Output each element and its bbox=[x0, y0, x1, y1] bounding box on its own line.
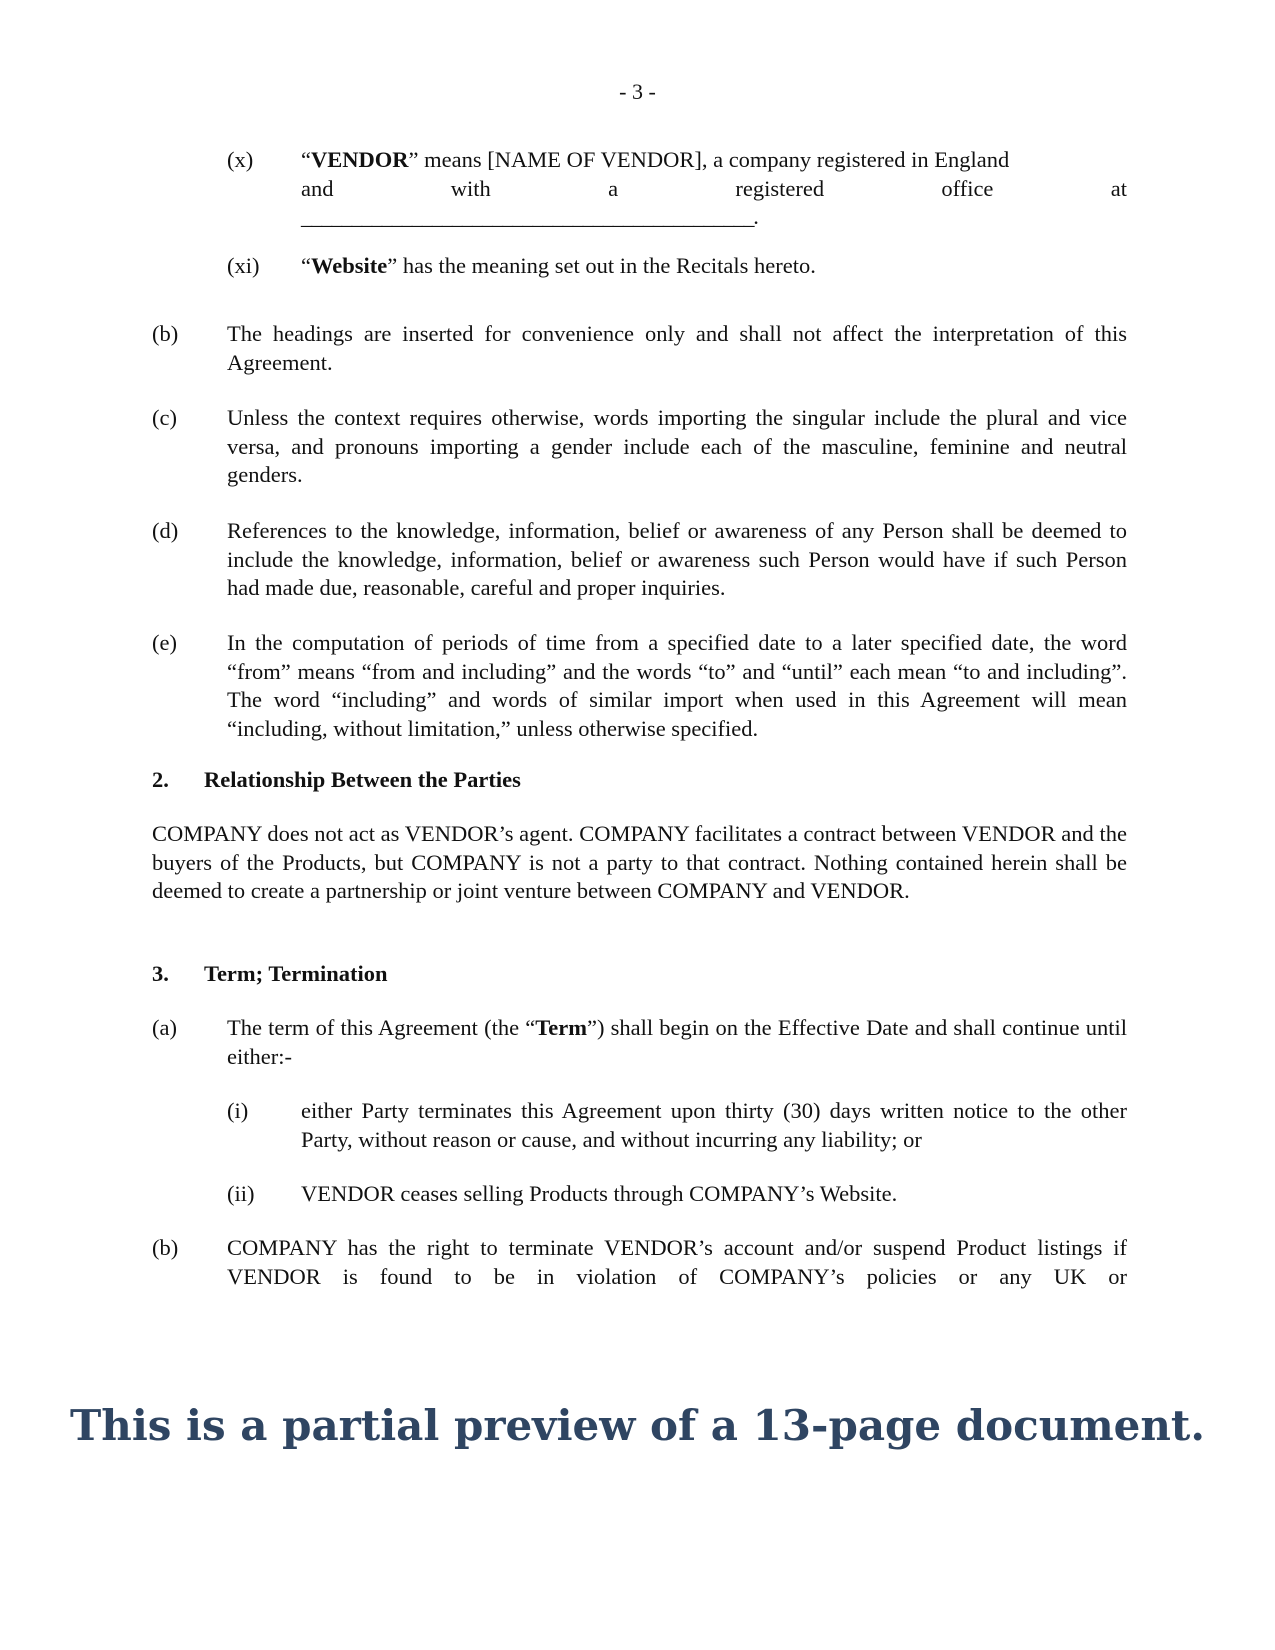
clause-label: (b) bbox=[152, 1235, 179, 1260]
defined-term: Website bbox=[311, 253, 388, 278]
section-body-text: COMPANY does not act as VENDOR’s agent. COMPANY facilitates a contract between VENDOR and the buyers of the Products, but COMPANY is not a party to that contract. Nothing contained herein shall be deemed to create a partnership or joint venture between COMPANY and VENDOR. bbox=[152, 821, 1127, 903]
section-number: 2. bbox=[152, 767, 169, 792]
section-number: 3. bbox=[152, 961, 169, 986]
clause-text: Unless the context requires otherwise, words importing the singular include the plural and vice versa, and pronouns importing a gender include each of the masculine, feminine and neutral genders. bbox=[227, 405, 1127, 487]
clause-e-computation bbox=[152, 629, 1127, 743]
clause-label: (e) bbox=[152, 630, 177, 655]
clause-label: (a) bbox=[152, 1015, 177, 1040]
page-number: - 3 - bbox=[619, 79, 656, 104]
clause-3a-term bbox=[152, 1014, 1127, 1071]
section-2-body bbox=[152, 820, 1127, 906]
definition-text: means [NAME OF VENDOR], a company registered in England bbox=[418, 147, 1010, 172]
clause-text: References to the knowledge, information, belief or awareness of any Person shall be deemed to include the knowledge, information, belief or awareness such Person would have if such Person had made due, reasonable, careful and proper inquiries. bbox=[227, 518, 1127, 600]
definition-vendor-line2 bbox=[301, 175, 1127, 204]
definition-vendor-line1 bbox=[301, 146, 1127, 175]
open-quote: “ bbox=[301, 147, 311, 172]
address-blank-line: _____________________________________________. bbox=[301, 204, 758, 229]
partial-preview-banner: This is a partial preview of a 13-page document. bbox=[70, 1401, 1205, 1450]
clause-text: In the computation of periods of time from a specified date to a later specified date, the word “from” means “from and including” and the words “to” and “until” each mean “to and including”. The word “including” and words of similar import when used in this Agreement will mean “including, without limitation,” unless otherwise specified. bbox=[227, 630, 1127, 741]
section-title: Relationship Between the Parties bbox=[204, 767, 521, 792]
word: and bbox=[301, 175, 334, 201]
subclause-i-notice bbox=[227, 1097, 1127, 1154]
clause-c-singular-plural bbox=[152, 404, 1127, 490]
section-title: Term; Termination bbox=[204, 961, 388, 986]
text-before-term: The term of this Agreement (the “ bbox=[227, 1015, 536, 1040]
defined-term: Term bbox=[535, 1015, 587, 1040]
close-quote: ” bbox=[408, 147, 419, 172]
clause-d-knowledge bbox=[152, 517, 1127, 603]
subclause-label: (i) bbox=[227, 1098, 249, 1123]
word: office bbox=[941, 175, 994, 201]
clause-label: (d) bbox=[152, 518, 179, 543]
subclause-label: (ii) bbox=[227, 1181, 255, 1206]
defined-term: VENDOR bbox=[311, 147, 409, 172]
close-quote: ” bbox=[387, 253, 398, 278]
word: registered bbox=[735, 175, 825, 201]
clause-label: (c) bbox=[152, 405, 177, 430]
text-after-term: ”) shall begin on the Effective Date and shall continue until either:- bbox=[227, 1015, 1127, 1069]
clause-label: (b) bbox=[152, 321, 179, 346]
clause-3b-suspension bbox=[152, 1234, 1127, 1291]
definition-label: (x) bbox=[227, 147, 254, 172]
word: a bbox=[608, 175, 619, 201]
word: with bbox=[450, 175, 491, 201]
clause-text: COMPANY has the right to terminate VENDOR’s account and/or suspend Product listings if VENDOR is found to be in violation of COMPANY’s policies or any UK or bbox=[227, 1235, 1127, 1289]
word: at bbox=[1110, 175, 1127, 201]
definition-vendor bbox=[227, 146, 1127, 232]
definition-website bbox=[227, 252, 1127, 281]
subclause-text: either Party terminates this Agreement upon thirty (30) days written notice to the other Party, without reason or cause, and without incurring any liability; or bbox=[301, 1098, 1127, 1152]
subclause-ii-ceases-selling bbox=[227, 1180, 1127, 1209]
open-quote: “ bbox=[301, 253, 311, 278]
subclause-text: VENDOR ceases selling Products through COMPANY’s Website. bbox=[301, 1181, 898, 1206]
clause-text: The headings are inserted for convenience only and shall not affect the interpretation of this Agreement. bbox=[227, 321, 1127, 375]
clause-b-headings bbox=[152, 320, 1127, 377]
definition-label: (xi) bbox=[227, 253, 260, 278]
definition-text: has the meaning set out in the Recitals hereto. bbox=[397, 253, 816, 278]
clause-text bbox=[227, 1014, 1127, 1071]
